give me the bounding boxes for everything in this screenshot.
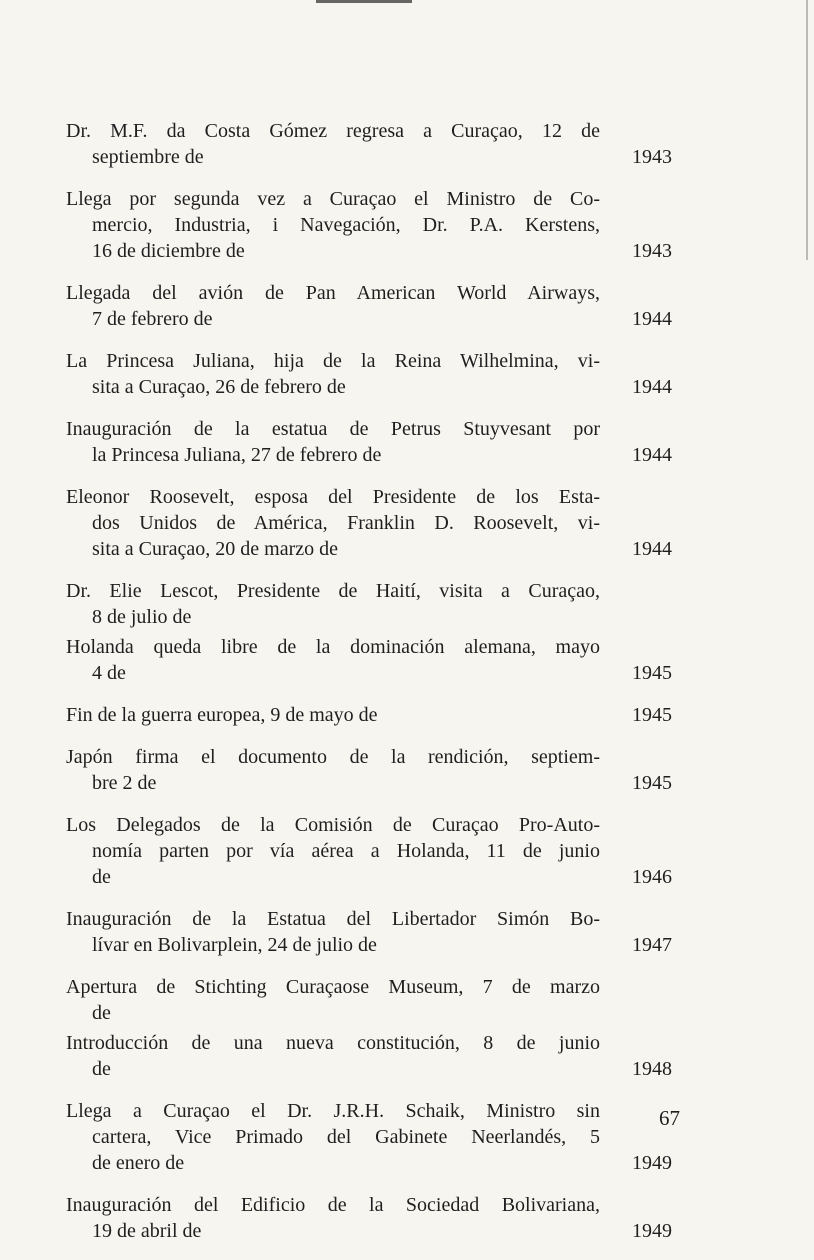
entry-line: cartera, Vice Primado del Gabinete Neerlandés, 5 bbox=[92, 1126, 600, 1148]
entry-line: lívar en Bolivarplein, 24 de julio de bbox=[92, 934, 377, 956]
entry-year: 1949 bbox=[632, 1220, 672, 1242]
chronology-entry bbox=[66, 484, 676, 562]
entry-year: 1944 bbox=[632, 308, 672, 330]
entry-line: septiembre de bbox=[92, 146, 204, 168]
entry-line: Fin de la guerra europea, 9 de mayo de bbox=[66, 704, 378, 726]
entry-line: Japón firma el documento de la rendición, septiem- bbox=[66, 746, 600, 768]
entry-line: Apertura de Stichting Curaçaose Museum, 7 de marzo bbox=[66, 976, 600, 998]
entry-year: 1947 bbox=[632, 934, 672, 956]
chronology-entry bbox=[66, 280, 676, 332]
entry-line: Introducción de una nueva constitución, 8 de junio bbox=[66, 1032, 600, 1054]
entry-line: Inauguración de la estatua de Petrus Stuyvesant por bbox=[66, 418, 600, 440]
entry-year: 1946 bbox=[632, 866, 672, 888]
chronology-entry bbox=[66, 702, 676, 728]
entry-line: 16 de diciembre de bbox=[92, 240, 245, 262]
entry-line: La Princesa Juliana, hija de la Reina Wilhelmina, vi- bbox=[66, 350, 600, 372]
entry-line: 8 de julio de bbox=[92, 606, 192, 628]
entry-year: 1948 bbox=[632, 1058, 672, 1080]
entry-line: 7 de febrero de bbox=[92, 308, 213, 330]
entry-line: Eleonor Roosevelt, esposa del Presidente de los Esta- bbox=[66, 486, 600, 508]
entry-line: Dr. M.F. da Costa Gómez regresa a Curaçao, 12 de bbox=[66, 120, 600, 142]
chronology-entry bbox=[66, 348, 676, 400]
entry-line: de bbox=[92, 1058, 111, 1080]
entry-line: sita a Curaçao, 20 de marzo de bbox=[92, 538, 339, 560]
entry-year: 1943 bbox=[632, 240, 672, 262]
entry-line: dos Unidos de América, Franklin D. Roosevelt, vi- bbox=[92, 512, 600, 534]
entry-line: de enero de bbox=[92, 1152, 185, 1174]
entry-year: 1943 bbox=[632, 146, 672, 168]
entry-line: Llega a Curaçao el Dr. J.R.H. Schaik, Ministro sin bbox=[66, 1100, 600, 1122]
entry-line: Llegada del avión de Pan American World Airways, bbox=[66, 282, 600, 304]
chronology-entry bbox=[66, 1098, 676, 1176]
chronology-list bbox=[66, 118, 676, 1260]
entry-line: Los Delegados de la Comisión de Curaçao Pro-Auto- bbox=[66, 814, 600, 836]
entry-year: 1945 bbox=[632, 704, 672, 726]
entry-year: 1944 bbox=[632, 538, 672, 560]
chronology-entry bbox=[66, 1030, 676, 1082]
entry-year: 1944 bbox=[632, 444, 672, 466]
chronology-entry bbox=[66, 634, 676, 686]
page-number: 67 bbox=[659, 1106, 680, 1130]
entry-year: 1945 bbox=[632, 772, 672, 794]
chronology-entry bbox=[66, 578, 676, 630]
entry-line: 4 de bbox=[92, 662, 126, 684]
chronology-entry bbox=[66, 118, 676, 170]
entry-line: Inauguración de la Estatua del Libertador Simón Bo- bbox=[66, 908, 600, 930]
chronology-entry bbox=[66, 416, 676, 468]
chronology-entry bbox=[66, 744, 676, 796]
chronology-entry bbox=[66, 974, 676, 1026]
entry-line: Llega por segunda vez a Curaçao el Ministro de Co- bbox=[66, 188, 600, 210]
entry-line: bre 2 de bbox=[92, 772, 157, 794]
entry-line: de bbox=[92, 866, 111, 888]
entry-line: de bbox=[92, 1002, 111, 1024]
entry-line: mercio, Industria, i Navegación, Dr. P.A. Kerstens, bbox=[92, 214, 600, 236]
chronology-entry bbox=[66, 906, 676, 958]
chronology-entry bbox=[66, 186, 676, 264]
entry-line: Dr. Elie Lescot, Presidente de Haití, visita a Curaçao, bbox=[66, 580, 600, 602]
entry-line: Inauguración del Edificio de la Sociedad Bolivariana, bbox=[66, 1194, 600, 1216]
entry-line: nomía parten por vía aérea a Holanda, 11 de junio bbox=[92, 840, 600, 862]
entry-line: sita a Curaçao, 26 de febrero de bbox=[92, 376, 346, 398]
page-top-mark bbox=[316, 0, 412, 3]
page-edge-shadow bbox=[806, 0, 808, 260]
entry-year: 1945 bbox=[632, 662, 672, 684]
entry-year: 1949 bbox=[632, 1152, 672, 1174]
chronology-entry bbox=[66, 812, 676, 890]
entry-line: 19 de abril de bbox=[92, 1220, 202, 1242]
entry-year: 1944 bbox=[632, 376, 672, 398]
entry-line: Holanda queda libre de la dominación alemana, mayo bbox=[66, 636, 600, 658]
entry-line: la Princesa Juliana, 27 de febrero de bbox=[92, 444, 382, 466]
